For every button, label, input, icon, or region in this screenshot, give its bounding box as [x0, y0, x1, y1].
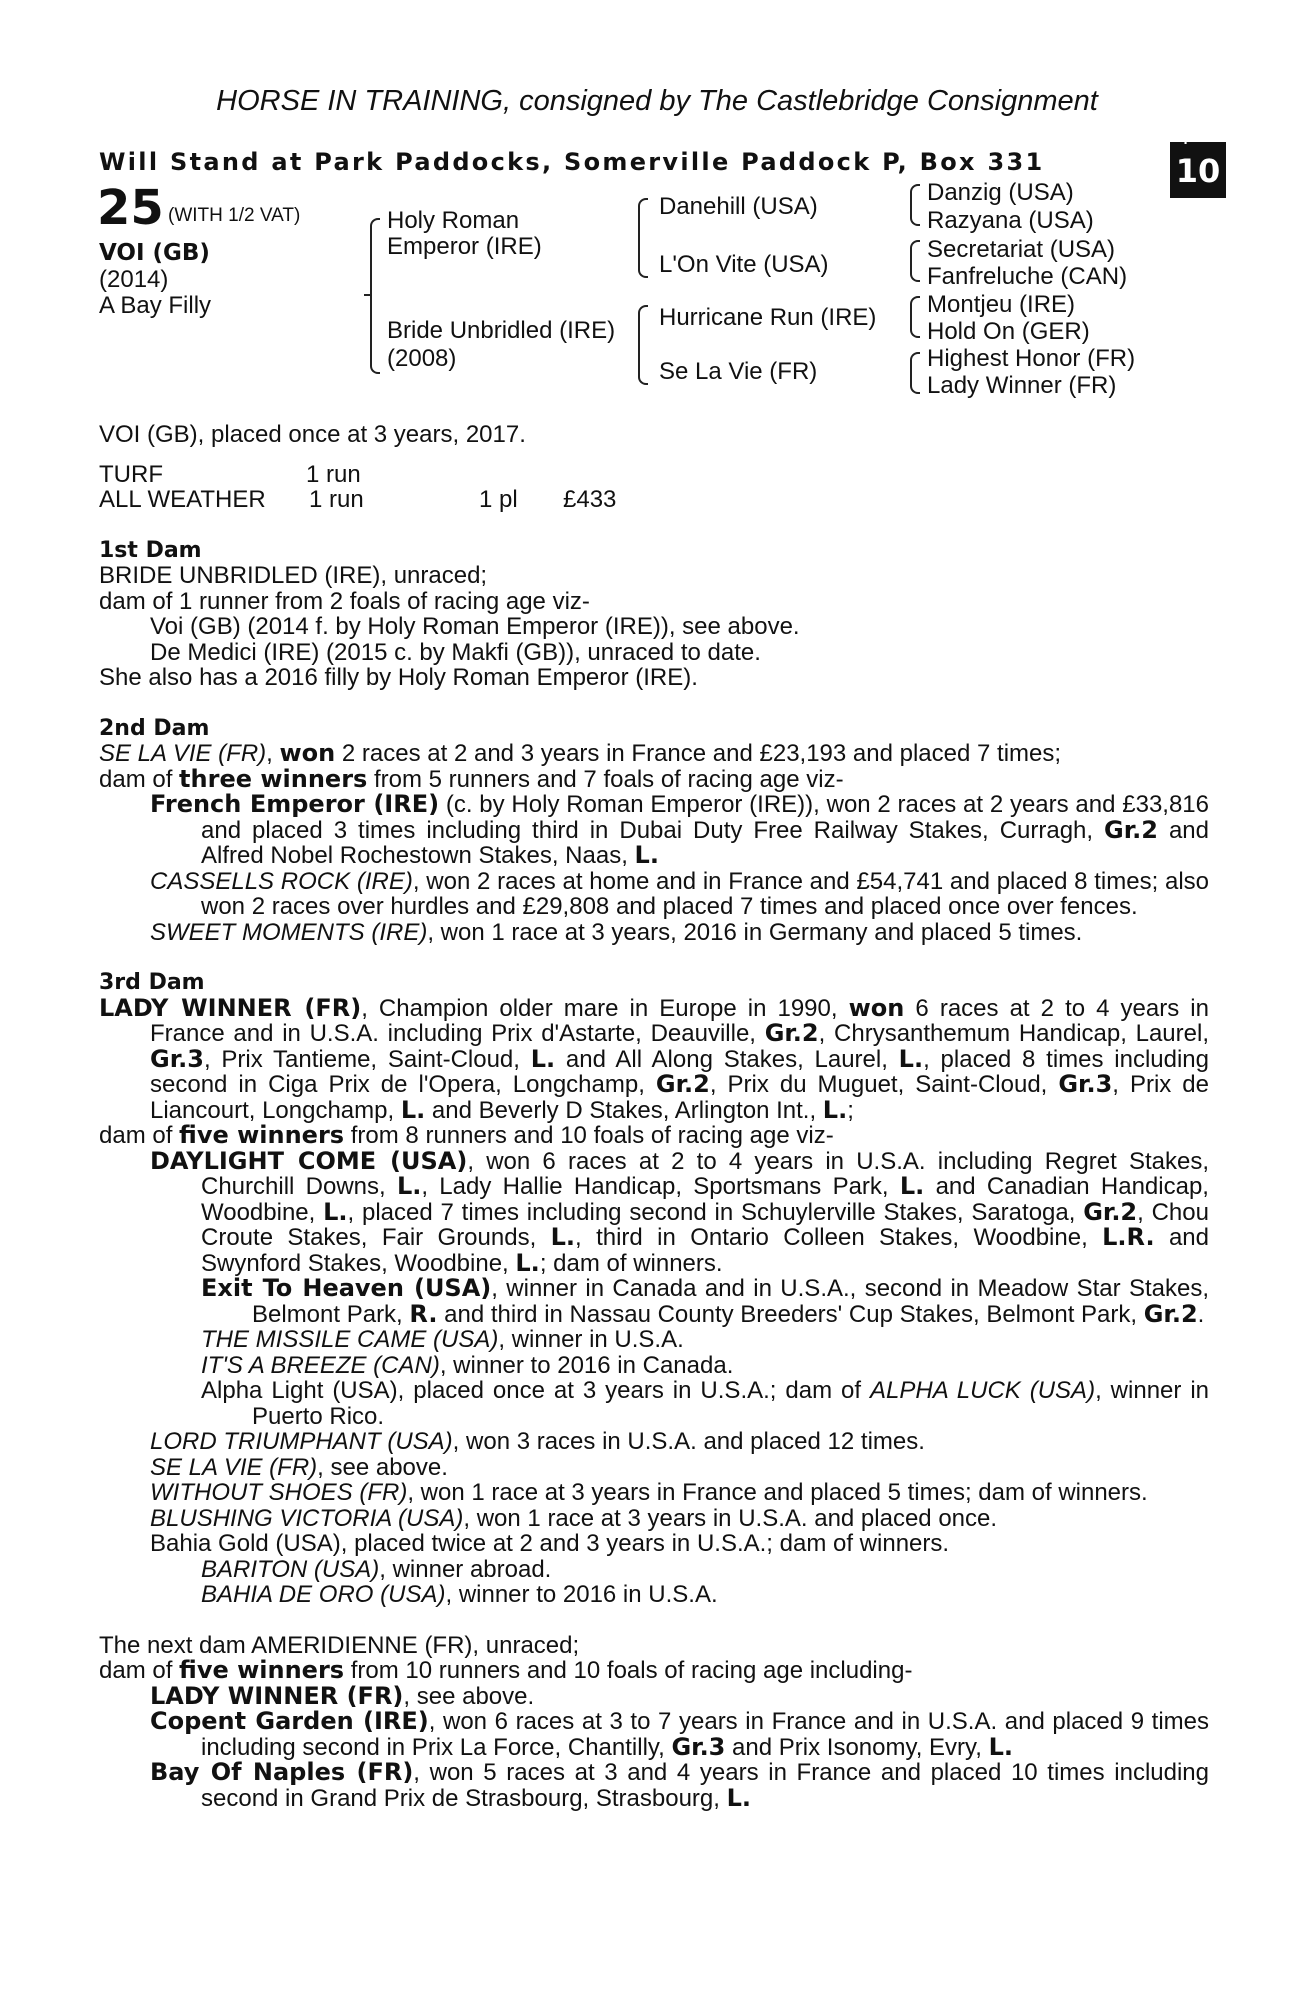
- horse-name: IT'S A BREEZE (CAN): [201, 1351, 440, 1379]
- pedigree-g4: Fanfreluche (CAN): [927, 263, 1128, 290]
- pedigree-g2: Razyana (USA): [927, 207, 1094, 234]
- produce-entry: BAHIA DE ORO (USA), winner to 2016 in U.S.A.: [201, 1581, 718, 1608]
- produce-entry: Bay Of Naples (FR), won 5 races at 3 and 4 years in France and placed 10 times including second in Grand Prix de Strasbourg, Strasbourg, L.: [150, 1758, 1209, 1812]
- produce-entry: BARITON (USA), winner abroad.: [201, 1555, 552, 1583]
- badge-number: 10: [1175, 152, 1221, 190]
- next-dam-line: The next dam AMERIDIENNE (FR), unraced;: [99, 1631, 580, 1659]
- lot-number: 25: [97, 180, 164, 236]
- stand-location: Will Stand at Park Paddocks, Somerville Paddock P, Box 331: [99, 148, 1045, 176]
- produce-entry: SE LA VIE (FR), see above.: [150, 1453, 448, 1481]
- turf-runs: 1 run: [306, 460, 361, 488]
- pedigree-g1: Danzig (USA): [927, 179, 1074, 206]
- summary-line: VOI (GB), placed once at 3 years, 2017.: [99, 421, 526, 448]
- horse-name: ALPHA LUCK (USA): [870, 1377, 1096, 1404]
- horse-name: LADY WINNER (FR): [99, 993, 362, 1022]
- pedigree-dam-line2: (2008): [387, 345, 457, 372]
- produce-entry: BLUSHING VICTORIA (USA), won 1 race at 3 years in U.S.A. and placed once.: [150, 1504, 998, 1532]
- second-dam-record: SE LA VIE (FR), won 2 races at 2 and 3 years in France and £23,193 and placed 7 times;: [99, 739, 1062, 767]
- pedigree-brace-g2: [910, 240, 920, 282]
- horse-name: Exit To Heaven (USA): [201, 1274, 492, 1302]
- produce-entry: Copent Garden (IRE), won 6 races at 3 to 7 years in France and in U.S.A. and placed 9 times including second in Prix La Force, Chantilly, Gr.3 and Prix Isonomy, Evry, L.: [150, 1707, 1210, 1761]
- race-stats: [99, 462, 1209, 513]
- plus-icon: +: [1178, 128, 1194, 149]
- aw-prize: £433: [563, 485, 617, 513]
- second-dam-produce-summary: dam of three winners from 5 runners and 7 foals of racing age viz-: [99, 764, 844, 793]
- horse-name: SWEET MOMENTS (IRE): [150, 918, 428, 946]
- produce-entry: DAYLIGHT COME (USA), won 6 races at 2 to 4 years in U.S.A. including Regret Stakes, Churchill Downs, L., Lady Hallie Handicap, Sportsmans Park, L. and Canadian Handicap, Woodbine, L., placed 7 times including second in Schuylerville Stakes, Saratoga, Gr.2, Chou Croute Stakes, Fair Grounds, L., third in Ontario Colleen Stakes, Woodbine, L.R. and Swynford Stakes, Woodbine, L.; dam of winners.: [150, 1146, 1209, 1277]
- first-dam-heading: 1st Dam: [99, 537, 202, 563]
- horse-name: DAYLIGHT COME (USA): [150, 1146, 468, 1175]
- horse-name: LORD TRIUMPHANT (USA): [150, 1428, 453, 1455]
- pedigree-sire-dam: L'On Vite (USA): [659, 251, 829, 278]
- produce-entry: IT'S A BREEZE (CAN), winner to 2016 in Canada.: [201, 1351, 734, 1379]
- pedigree-g7: Highest Honor (FR): [927, 345, 1136, 372]
- horse-name: Copent Garden (IRE): [150, 1707, 429, 1735]
- first-dam-line: BRIDE UNBRIDLED (IRE), unraced;: [99, 562, 488, 589]
- pedigree-dam-sire: Hurricane Run (IRE): [659, 304, 877, 331]
- next-dam-produce-summary: dam of five winners from 10 runners and 10 foals of racing age including-: [99, 1656, 913, 1684]
- pedigree-g3: Secretariat (USA): [927, 236, 1116, 263]
- won-label: won: [279, 739, 336, 767]
- first-dam-produce: De Medici (IRE) (2015 c. by Makfi (GB)), unraced to date.: [150, 638, 761, 666]
- horse-description: A Bay Filly: [99, 292, 212, 319]
- horse-name: CASSELLS ROCK (IRE): [150, 867, 413, 895]
- produce-entry: Bahia Gold (USA), placed twice at 2 and 3 years in U.S.A.; dam of winners.: [150, 1530, 950, 1557]
- produce-entry: Alpha Light (USA), placed once at 3 years in U.S.A.; dam of ALPHA LUCK (USA), winner in Puerto Rico.: [201, 1377, 1209, 1430]
- pedigree-sire-line2: Emperor (IRE): [387, 233, 542, 260]
- pedigree-g8: Lady Winner (FR): [927, 372, 1117, 399]
- pedigree-dam-line1: Bride Unbridled (IRE): [387, 317, 616, 344]
- produce-entry: French Emperor (IRE) (c. by Holy Roman Emperor (IRE)), won 2 races at 2 years and £33,816 and placed 3 times including third in Dubai Duty Free Railway Stakes, Curragh, Gr.2 and Alfred Nobel Rochestown Stakes, Naas, L.: [150, 790, 1210, 869]
- pedigree-brace-main: [370, 218, 380, 374]
- horse-year: (2014): [99, 266, 169, 293]
- pedigree-brace-g3: [910, 296, 920, 338]
- first-dam-produce: Voi (GB) (2014 f. by Holy Roman Emperor (IRE)), see above.: [150, 613, 800, 640]
- pedigree-sire-line1: Holy Roman: [387, 207, 520, 234]
- horse-name: French Emperor (IRE): [150, 790, 440, 818]
- produce-entry: WITHOUT SHOES (FR), won 1 race at 3 years in France and placed 5 times; dam of winners.: [150, 1479, 1148, 1506]
- horse-name: VOI (GB): [99, 240, 210, 266]
- aw-runs: 1 run: [309, 485, 364, 513]
- aw-label: ALL WEATHER: [99, 485, 266, 513]
- third-dam-produce-summary: dam of five winners from 8 runners and 10 foals of racing age viz-: [99, 1121, 834, 1149]
- third-dam-heading: 3rd Dam: [99, 970, 205, 995]
- pedigree-dam-dam: Se La Vie (FR): [659, 358, 818, 385]
- horse-name: SE LA VIE (FR): [150, 1453, 318, 1481]
- horse-name: SE LA VIE (FR): [99, 740, 267, 767]
- pedigree-brace-main-point: [364, 294, 370, 296]
- horse-name: Bay Of Naples (FR): [150, 1758, 414, 1786]
- produce-entry: CASSELLS ROCK (IRE), won 2 races at home and in France and £54,741 and placed 8 times; also won 2 races over hurdles and £29,808 and placed 7 times and placed once over fences.: [150, 867, 1210, 920]
- lot-badge: [1170, 128, 1226, 198]
- produce-entry: LADY WINNER (FR), see above.: [150, 1681, 535, 1710]
- horse-name: BAHIA DE ORO (USA): [201, 1581, 446, 1608]
- produce-entry: SWEET MOMENTS (IRE), won 1 race at 3 years, 2016 in Germany and placed 5 times.: [150, 918, 1083, 946]
- page-title: HORSE IN TRAINING, consigned by The Castlebridge Consignment: [216, 85, 1098, 117]
- catalogue-body: [99, 422, 1209, 1811]
- pedigree-brace-sire: [638, 198, 648, 278]
- turf-label: TURF: [99, 460, 163, 488]
- pedigree-sire-sire: Danehill (USA): [659, 193, 818, 220]
- pedigree-g6: Hold On (GER): [927, 318, 1090, 345]
- produce-entry: LORD TRIUMPHANT (USA), won 3 races in U.S.A. and placed 12 times.: [150, 1428, 925, 1455]
- horse-name: THE MISSILE CAME (USA): [201, 1326, 499, 1353]
- vat-note: (WITH 1/2 VAT): [168, 205, 301, 226]
- horse-name: LADY WINNER (FR): [150, 1681, 404, 1710]
- horse-name: BARITON (USA): [201, 1555, 380, 1583]
- horse-name: WITHOUT SHOES (FR): [150, 1479, 408, 1506]
- third-dam-record: LADY WINNER (FR), Champion older mare in Europe in 1990, won 6 races at 2 to 4 years in France and in U.S.A. including Prix d'Astarte, Deauville, Gr.2, Chrysanthemum Handicap, Laurel, Gr.3, Prix Tantieme, Saint-Cloud, L. and All Along Stakes, Laurel, L., placed 8 times including second in Ciga Prix de l'Opera, Longchamp, Gr.2, Prix du Muguet, Saint-Cloud, Gr.3, Prix de Liancourt, Longchamp, L. and Beverly D Stakes, Arlington Int., L.;: [99, 993, 1210, 1124]
- pedigree-brace-g4: [910, 352, 920, 394]
- first-dam-line: She also has a 2016 filly by Holy Roman Emperor (IRE).: [99, 664, 698, 691]
- horse-name: BLUSHING VICTORIA (USA): [150, 1504, 464, 1532]
- produce-entry: Exit To Heaven (USA), winner in Canada and in U.S.A., second in Meadow Star Stakes, Belmont Park, R. and third in Nassau County Breeders' Cup Stakes, Belmont Park, Gr.2.: [201, 1274, 1209, 1328]
- second-dam-heading: 2nd Dam: [99, 715, 210, 741]
- pedigree-g5: Montjeu (IRE): [927, 291, 1076, 318]
- aw-placed: 1 pl: [479, 485, 518, 513]
- pedigree-brace-g1: [910, 184, 920, 226]
- first-dam-line: dam of 1 runner from 2 foals of racing age viz-: [99, 587, 590, 615]
- produce-entry: THE MISSILE CAME (USA), winner in U.S.A.: [201, 1326, 684, 1353]
- pedigree-brace-dam: [638, 305, 648, 385]
